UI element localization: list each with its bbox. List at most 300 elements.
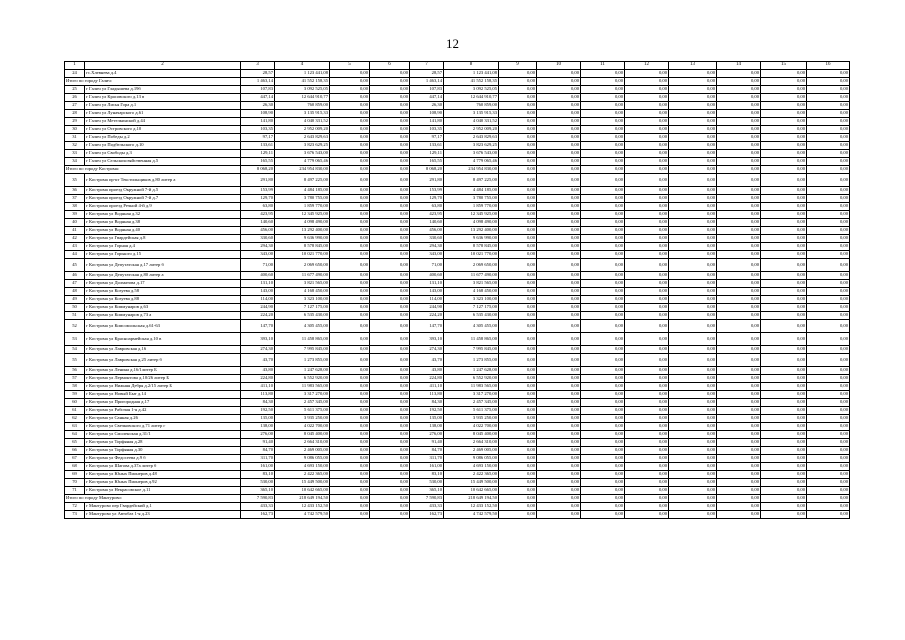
value-cell: 0,00 (581, 511, 625, 519)
value-cell: 4 305 455,00 (444, 320, 499, 333)
value-cell: 8 497 225,00 (444, 174, 499, 187)
value-cell: 0,00 (761, 235, 807, 243)
address-cell: г Кострома ул Лавровская д.16 (85, 346, 241, 354)
value-cell: 0,00 (370, 102, 410, 110)
value-cell: 2 664 310,00 (275, 439, 330, 447)
value-cell: 0,00 (717, 447, 761, 455)
column-header: 16 (807, 62, 850, 70)
value-cell: 0,00 (370, 280, 410, 288)
table-row (65, 503, 850, 511)
value-cell: 0,00 (625, 407, 669, 415)
value-cell: 0,00 (761, 487, 807, 495)
value-cell: 0,00 (669, 211, 717, 219)
value-cell: 0,00 (625, 134, 669, 142)
row-number: 37 (65, 195, 85, 203)
value-cell: 0,00 (761, 166, 807, 174)
value-cell: 13 292 400,00 (275, 227, 330, 235)
value-cell: 3 935 250,00 (444, 415, 499, 423)
value-cell: 153,99 (241, 187, 275, 195)
value-cell: 0,00 (537, 158, 581, 166)
value-cell: 0,00 (330, 219, 370, 227)
value-cell: 0,00 (625, 166, 669, 174)
value-cell: 11 983 565,00 (275, 383, 330, 391)
value-cell: 0,00 (581, 251, 625, 259)
value-cell: 4 022 700,00 (444, 423, 499, 431)
value-cell: 0,00 (537, 320, 581, 333)
value-cell: 91,40 (410, 439, 444, 447)
subtotal-label: Итого по городу Кострома: (65, 166, 241, 174)
value-cell: 0,00 (625, 110, 669, 118)
value-cell: 0,00 (537, 118, 581, 126)
value-cell: 0,00 (499, 174, 537, 187)
row-number: 36 (65, 187, 85, 195)
value-cell: 0,00 (669, 166, 717, 174)
value-cell: 0,00 (330, 399, 370, 407)
address-cell: г Кострома проезд Речной 4-й д.9 (85, 203, 241, 211)
value-cell: 0,00 (330, 415, 370, 423)
value-cell: 0,00 (625, 126, 669, 134)
value-cell: 4 168 450,00 (444, 288, 499, 296)
value-cell: 0,00 (669, 142, 717, 150)
value-cell: 0,00 (717, 407, 761, 415)
value-cell: 0,00 (807, 346, 850, 354)
value-cell: 0,00 (717, 346, 761, 354)
value-cell: 0,00 (330, 423, 370, 431)
value-cell: 13 292 400,00 (444, 227, 499, 235)
value-cell: 0,00 (807, 280, 850, 288)
address-cell: г Кострома ул Горная д.4 (85, 243, 241, 251)
value-cell: 0,00 (330, 354, 370, 367)
value-cell: 0,00 (499, 259, 537, 272)
value-cell: 0,00 (669, 415, 717, 423)
value-cell: 0,00 (669, 243, 717, 251)
value-cell: 6 535 430,00 (444, 312, 499, 320)
value-cell: 760 859,00 (444, 102, 499, 110)
value-cell: 0,00 (717, 280, 761, 288)
value-cell: 0,00 (669, 391, 717, 399)
value-cell: 0,00 (370, 503, 410, 511)
value-cell: 0,00 (669, 110, 717, 118)
value-cell: 4 305 455,00 (275, 320, 330, 333)
value-cell: 0,00 (761, 78, 807, 86)
table-row (65, 166, 850, 174)
value-cell: 0,00 (537, 174, 581, 187)
value-cell: 0,00 (717, 78, 761, 86)
table-row (65, 367, 850, 375)
value-cell: 0,00 (370, 134, 410, 142)
value-cell: 0,00 (370, 235, 410, 243)
value-cell: 0,00 (581, 235, 625, 243)
value-cell: 0,00 (625, 70, 669, 78)
value-cell: 10 642 665,00 (275, 487, 330, 495)
value-cell: 330,60 (410, 235, 444, 243)
value-cell: 0,00 (537, 447, 581, 455)
value-cell: 0,00 (717, 391, 761, 399)
value-cell: 0,00 (669, 86, 717, 94)
value-cell: 83,10 (241, 471, 275, 479)
column-header: 5 (330, 62, 370, 70)
row-number: 40 (65, 219, 85, 227)
value-cell: 0,00 (581, 272, 625, 280)
value-cell: 0,00 (499, 415, 537, 423)
row-number: 64 (65, 431, 85, 439)
value-cell: 0,00 (370, 391, 410, 399)
value-cell: 0,00 (625, 203, 669, 211)
value-cell: 0,00 (717, 439, 761, 447)
value-cell: 0,00 (330, 195, 370, 203)
value-cell: 0,00 (581, 174, 625, 187)
table-row (65, 463, 850, 471)
value-cell: 0,00 (499, 471, 537, 479)
value-cell: 0,00 (717, 150, 761, 158)
value-cell: 0,00 (537, 455, 581, 463)
value-cell: 0,00 (717, 174, 761, 187)
value-cell: 0,00 (625, 375, 669, 383)
value-cell: 0,00 (581, 415, 625, 423)
value-cell: 0,00 (717, 354, 761, 367)
value-cell: 15 449 500,00 (444, 479, 499, 487)
address-cell: г Кострома ул Торфяная д.30 (85, 447, 241, 455)
value-cell: 0,00 (537, 346, 581, 354)
value-cell: 192,50 (241, 407, 275, 415)
value-cell: 0,00 (581, 423, 625, 431)
value-cell: 244,90 (410, 304, 444, 312)
value-cell: 0,00 (761, 118, 807, 126)
address-cell: г Кострома ул Козуева д.58 (85, 288, 241, 296)
value-cell: 11 458 865,00 (275, 333, 330, 346)
value-cell: 107,83 (410, 86, 444, 94)
value-cell: 218 649 194,50 (275, 495, 330, 503)
value-cell: 0,00 (761, 439, 807, 447)
value-cell: 0,00 (499, 455, 537, 463)
value-cell: 141,80 (410, 118, 444, 126)
value-cell: 0,00 (581, 86, 625, 94)
address-cell: г Мантурово ул Автобаз 1-я д.23 (85, 511, 241, 519)
value-cell: 4 693 150,00 (444, 463, 499, 471)
value-cell: 0,00 (581, 431, 625, 439)
value-cell: 0,00 (581, 243, 625, 251)
value-cell: 7 995 845,00 (444, 346, 499, 354)
value-cell: 0,00 (669, 487, 717, 495)
value-cell: 0,00 (807, 86, 850, 94)
value-cell: 0,00 (717, 110, 761, 118)
value-cell: 0,00 (625, 211, 669, 219)
value-cell: 0,00 (537, 399, 581, 407)
value-cell: 224,20 (410, 312, 444, 320)
value-cell: 0,00 (669, 158, 717, 166)
table-row (65, 288, 850, 296)
value-cell: 0,00 (330, 479, 370, 487)
value-cell: 0,00 (625, 320, 669, 333)
value-cell: 0,00 (807, 78, 850, 86)
value-cell: 0,00 (499, 399, 537, 407)
value-cell: 0,00 (625, 511, 669, 519)
value-cell: 0,00 (330, 227, 370, 235)
value-cell: 393,10 (410, 333, 444, 346)
value-cell: 43,70 (410, 354, 444, 367)
value-cell: 0,00 (625, 333, 669, 346)
value-cell: 0,00 (761, 195, 807, 203)
value-cell: 0,00 (581, 399, 625, 407)
value-cell: 0,00 (625, 227, 669, 235)
value-cell: 2 952 009,20 (444, 126, 499, 134)
value-cell: 1 463,14 (241, 78, 275, 86)
value-cell: 113,80 (410, 391, 444, 399)
value-cell: 0,00 (717, 333, 761, 346)
value-cell: 0,00 (370, 367, 410, 375)
value-cell: 0,00 (499, 367, 537, 375)
row-number: 71 (65, 487, 85, 495)
value-cell: 0,00 (625, 272, 669, 280)
value-cell: 0,00 (537, 304, 581, 312)
value-cell: 0,00 (499, 134, 537, 142)
value-cell: 3 323 100,00 (275, 296, 330, 304)
column-header: 3 (241, 62, 275, 70)
value-cell: 0,00 (537, 187, 581, 195)
value-cell: 0,00 (717, 304, 761, 312)
value-cell: 0,00 (370, 479, 410, 487)
value-cell: 0,00 (717, 367, 761, 375)
value-cell: 8 578 845,00 (444, 243, 499, 251)
value-cell: 0,00 (370, 487, 410, 495)
value-cell: 161,00 (241, 463, 275, 471)
value-cell: 5 611 375,00 (275, 407, 330, 415)
value-cell: 0,00 (761, 354, 807, 367)
value-cell: 2 664 310,00 (444, 439, 499, 447)
value-cell: 0,00 (581, 503, 625, 511)
value-cell: 0,00 (370, 407, 410, 415)
value-cell: 0,00 (807, 142, 850, 150)
value-cell: 0,00 (537, 375, 581, 383)
value-cell: 0,00 (330, 296, 370, 304)
value-cell: 0,00 (669, 423, 717, 431)
row-number: 55 (65, 354, 85, 367)
value-cell: 0,00 (581, 211, 625, 219)
value-cell: 3 092 525,05 (275, 86, 330, 94)
value-cell: 0,00 (761, 333, 807, 346)
value-cell: 0,00 (499, 495, 537, 503)
value-cell: 0,00 (499, 463, 537, 471)
value-cell: 0,00 (370, 423, 410, 431)
column-header: 1 (65, 62, 85, 70)
address-cell: г Кострома ул Долматова д.17 (85, 280, 241, 288)
value-cell: 0,00 (499, 251, 537, 259)
value-cell: 0,00 (499, 243, 537, 251)
value-cell: 5 611 375,00 (444, 407, 499, 415)
value-cell: 0,00 (669, 235, 717, 243)
column-header: 15 (761, 62, 807, 70)
value-cell: 0,00 (669, 150, 717, 158)
value-cell: 0,00 (807, 126, 850, 134)
value-cell: 0,00 (761, 391, 807, 399)
value-cell: 0,00 (807, 455, 850, 463)
row-number: 63 (65, 423, 85, 431)
value-cell: 0,00 (717, 166, 761, 174)
value-cell: 0,00 (499, 333, 537, 346)
value-cell: 0,00 (807, 166, 850, 174)
value-cell: 15 449 500,00 (275, 479, 330, 487)
row-number: 41 (65, 227, 85, 235)
row-number: 50 (65, 304, 85, 312)
value-cell: 0,00 (537, 134, 581, 142)
table-row (65, 280, 850, 288)
value-cell: 63,80 (410, 203, 444, 211)
value-cell: 1 273 855,00 (444, 354, 499, 367)
table-row (65, 150, 850, 158)
row-number: 39 (65, 211, 85, 219)
value-cell: 140,60 (410, 219, 444, 227)
value-cell: 0,00 (330, 251, 370, 259)
value-cell: 0,00 (581, 447, 625, 455)
row-number: 26 (65, 94, 85, 102)
value-cell: 0,00 (761, 272, 807, 280)
subtotal-label: Итого по городу Галич: (65, 78, 241, 86)
value-cell: 0,00 (537, 463, 581, 471)
value-cell: 433,33 (241, 503, 275, 511)
value-cell: 0,00 (625, 102, 669, 110)
value-cell: 0,00 (370, 203, 410, 211)
value-cell: 0,00 (669, 399, 717, 407)
value-cell: 0,00 (625, 487, 669, 495)
value-cell: 0,00 (807, 312, 850, 320)
value-cell: 0,00 (761, 367, 807, 375)
value-cell: 0,00 (537, 94, 581, 102)
row-number: 42 (65, 235, 85, 243)
value-cell: 0,00 (669, 367, 717, 375)
value-cell: 0,00 (537, 227, 581, 235)
value-cell: 0,00 (761, 86, 807, 94)
value-cell: 0,00 (537, 312, 581, 320)
value-cell: 0,00 (625, 296, 669, 304)
table-row (65, 142, 850, 150)
value-cell: 0,00 (330, 259, 370, 272)
value-cell: 0,00 (717, 94, 761, 102)
value-cell: 0,00 (761, 102, 807, 110)
value-cell: 43,80 (410, 367, 444, 375)
row-number: 60 (65, 399, 85, 407)
value-cell: 0,00 (370, 158, 410, 166)
address-cell: г Галич ул Свободы д.3 (85, 150, 241, 158)
value-cell: 0,00 (625, 251, 669, 259)
value-cell: 0,00 (717, 203, 761, 211)
value-cell: 3 676 543,00 (444, 150, 499, 158)
value-cell: 84,70 (410, 447, 444, 455)
value-cell: 0,00 (581, 487, 625, 495)
subtotal-label: Итого по городу Мантурово: (65, 495, 241, 503)
value-cell: 0,00 (330, 203, 370, 211)
value-cell: 0,00 (717, 102, 761, 110)
table-row (65, 126, 850, 134)
table-row (65, 203, 850, 211)
value-cell: 0,00 (581, 110, 625, 118)
value-cell: 0,00 (807, 375, 850, 383)
value-cell: 3 317 270,00 (275, 391, 330, 399)
value-cell: 0,00 (499, 166, 537, 174)
table-row (65, 94, 850, 102)
value-cell: 153,99 (410, 187, 444, 195)
value-cell: 0,00 (330, 166, 370, 174)
value-cell: 0,00 (499, 447, 537, 455)
value-cell: 0,00 (537, 333, 581, 346)
value-cell: 0,00 (669, 227, 717, 235)
value-cell: 0,00 (807, 383, 850, 391)
value-cell: 343,00 (241, 251, 275, 259)
value-cell: 63,80 (241, 203, 275, 211)
value-cell: 0,00 (669, 195, 717, 203)
table-row (65, 487, 850, 495)
table-row (65, 70, 850, 78)
row-number: 70 (65, 479, 85, 487)
value-cell: 8 068,20 (241, 166, 275, 174)
value-cell: 0,00 (499, 391, 537, 399)
value-cell: 0,00 (761, 110, 807, 118)
value-cell: 0,00 (807, 118, 850, 126)
value-cell: 0,00 (537, 280, 581, 288)
value-cell: 0,00 (669, 126, 717, 134)
address-cell: г Кострома ул Ленина д.16/1литер Б (85, 367, 241, 375)
address-cell: г Галич ул Лисья Гора д.1 (85, 102, 241, 110)
value-cell: 0,00 (581, 203, 625, 211)
value-cell: 0,00 (581, 367, 625, 375)
value-cell: 0,00 (807, 102, 850, 110)
value-cell: 0,00 (669, 511, 717, 519)
value-cell: 0,00 (717, 134, 761, 142)
value-cell: 143,00 (241, 288, 275, 296)
value-cell: 0,00 (330, 463, 370, 471)
value-cell: 0,00 (625, 195, 669, 203)
table-row (65, 415, 850, 423)
value-cell: 0,00 (761, 471, 807, 479)
value-cell: 0,00 (717, 383, 761, 391)
address-cell: г Кострома ул Торфяная д.28 (85, 439, 241, 447)
value-cell: 1 123 441,08 (444, 70, 499, 78)
value-cell: 0,00 (581, 227, 625, 235)
value-cell: 2 457 345,00 (444, 399, 499, 407)
value-cell: 7 127 175,00 (444, 304, 499, 312)
value-cell: 0,00 (330, 333, 370, 346)
value-cell: 0,00 (761, 142, 807, 150)
value-cell: 0,00 (330, 78, 370, 86)
value-cell: 2 069 650,00 (275, 259, 330, 272)
value-cell: 7 127 175,00 (275, 304, 330, 312)
value-cell: 4 742 579,50 (275, 511, 330, 519)
address-cell: г Кострома пр-кт Текстильщиков д.80 литер а (85, 174, 241, 187)
value-cell: 7 590,83 (410, 495, 444, 503)
address-cell: г Кострома проезд Окружной 7-й д.7 (85, 195, 241, 203)
value-cell: 6 535 430,00 (275, 312, 330, 320)
address-cell: г Кострома ул Санная д.26 (85, 415, 241, 423)
value-cell: 0,00 (669, 219, 717, 227)
value-cell: 0,00 (625, 431, 669, 439)
value-cell: 0,00 (717, 479, 761, 487)
address-cell: г Кострома ул Пригородная д.17 (85, 399, 241, 407)
value-cell: 0,00 (669, 312, 717, 320)
value-cell: 365,10 (410, 487, 444, 495)
value-cell: 0,00 (581, 383, 625, 391)
value-cell: 0,00 (669, 272, 717, 280)
value-cell: 311,70 (241, 455, 275, 463)
value-cell: 0,00 (499, 511, 537, 519)
table-row (65, 187, 850, 195)
value-cell: 411,10 (410, 383, 444, 391)
value-cell: 0,00 (370, 312, 410, 320)
value-cell: 447,14 (410, 94, 444, 102)
value-cell: 0,00 (581, 126, 625, 134)
value-cell: 0,00 (581, 439, 625, 447)
value-cell: 0,00 (499, 375, 537, 383)
value-cell: 114,00 (241, 296, 275, 304)
value-cell: 0,00 (717, 70, 761, 78)
